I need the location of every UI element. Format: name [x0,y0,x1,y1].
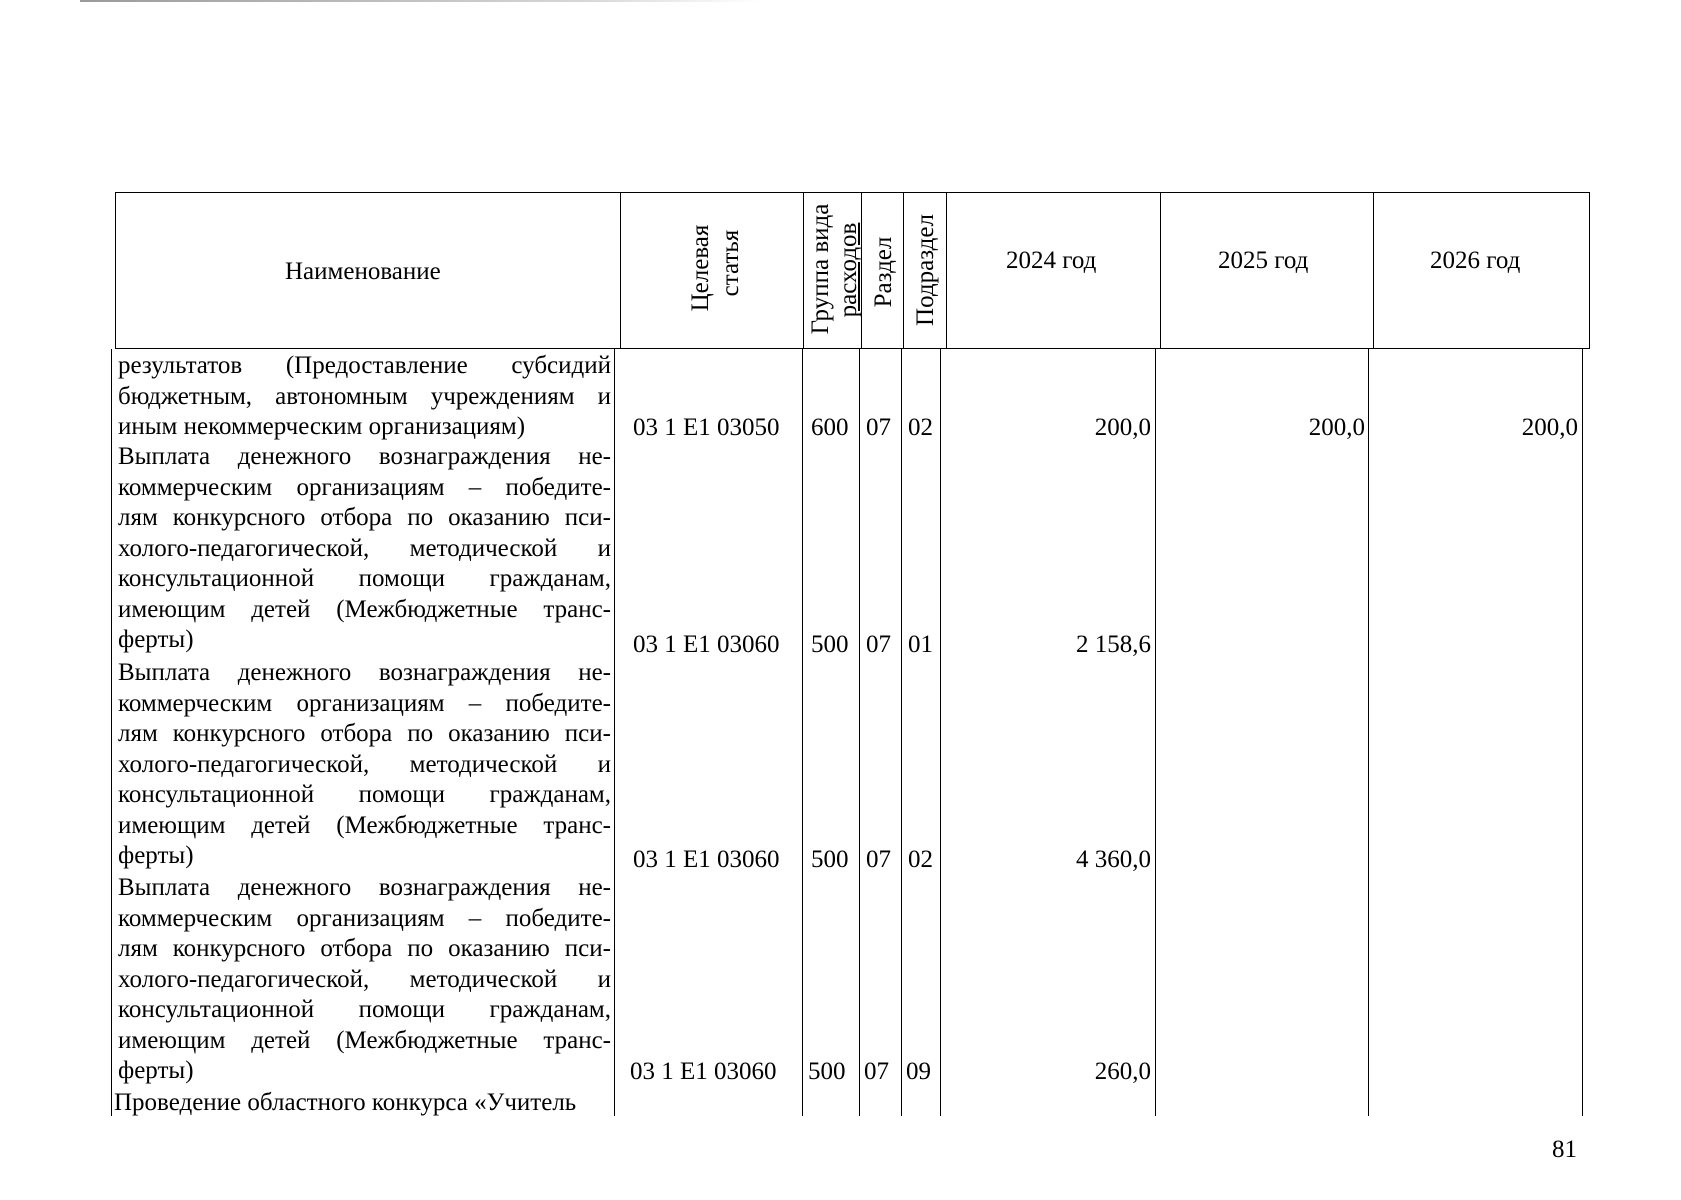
header-divider [1160,192,1161,349]
row-subsection: 02 [908,414,933,441]
row-name-line: Выплата денежного вознаграждения не- [118,443,611,470]
row-name-line: холого-педагогической, методической и [118,750,611,778]
row-section: 07 [866,414,891,441]
row-name-line: имеющим детей (Межбюджетные транс- [118,595,611,623]
row-name-line: имеющим детей (Межбюджетные транс- [118,1026,611,1054]
header-group-line1: Группа вида [807,203,834,335]
row-2024: 2 158,6 [1076,631,1151,658]
body-divider [111,349,112,1116]
row-target: 03 1 E1 03060 [633,846,780,873]
row-name-line: ферты) [118,842,194,869]
row-name-line: коммерческим организациям – победите- [118,473,611,501]
body-divider [1368,349,1369,1116]
row-group: 500 [808,1058,846,1085]
header-divider [1373,192,1374,349]
row-name-line: Выплата денежного вознаграждения не- [118,659,611,686]
header-2024: 2024 год [1006,247,1097,274]
row-name-line: лям конкурсного отбора по оказанию пси- [118,720,611,747]
body-divider [940,349,941,1116]
header-target-line2: статья [717,229,744,297]
header-divider [946,192,947,349]
row-2026: 200,0 [1521,414,1578,441]
row-target: 03 1 E1 03060 [633,631,780,658]
row-name-line: холого-педагогической, методической и [118,534,611,562]
row-name-line: результатов (Предоставление субсидий [118,352,611,379]
body-divider [614,349,615,1116]
row-name-line: ферты) [118,1057,194,1084]
header-section: Раздел [870,236,897,308]
row-2025: 200,0 [1308,414,1365,441]
row-name-line: имеющим детей (Межбюджетные транс- [118,811,611,839]
row-subsection: 01 [908,631,933,658]
body-divider [901,349,902,1116]
row-name-line: консультационной помощи гражданам, [118,781,611,808]
row-2024: 4 360,0 [1076,846,1151,873]
body-divider [1155,349,1156,1116]
row-name-line: Проведение областного конкурса «Учитель [114,1089,577,1116]
row-name-line: ферты) [118,626,194,653]
row-name-line: коммерческим организациям – победите- [118,689,611,717]
header-divider [620,192,621,349]
row-section: 07 [866,631,891,658]
row-group: 500 [811,846,849,873]
page-number: 81 [1552,1136,1577,1163]
header-group-line2: расходов [835,222,862,318]
body-divider [859,349,860,1116]
row-name-line: бюджетным, автономным учреждениям и [118,382,611,410]
row-name-line: лям конкурсного отбора по оказанию пси- [118,935,611,962]
row-group: 600 [811,414,849,441]
row-name-line: консультационной помощи гражданам, [118,565,611,592]
row-name-line: лям конкурсного отбора по оказанию пси- [118,504,611,531]
row-name-line: консультационной помощи гражданам, [118,996,611,1023]
row-2024: 200,0 [1094,414,1151,441]
row-subsection: 02 [908,846,933,873]
row-target: 03 1 E1 03060 [630,1058,777,1085]
body-divider [1582,349,1583,1116]
header-2026: 2026 год [1430,247,1521,274]
row-name-line: холого-педагогической, методической и [118,965,611,993]
row-name-line: иным некоммерческим организациям) [118,413,526,440]
row-group: 500 [811,631,849,658]
header-subsection: Подраздел [912,214,939,326]
row-subsection: 09 [906,1058,931,1085]
scan-top-edge [80,0,760,2]
row-target: 03 1 E1 03050 [633,414,780,441]
header-name: Наименование [285,258,441,285]
body-divider [802,349,803,1116]
header-divider [903,192,904,349]
row-name-line: Выплата денежного вознаграждения не- [118,874,611,901]
header-target-line1: Целевая [687,224,714,312]
header-divider [803,192,804,349]
header-2025: 2025 год [1218,247,1309,274]
row-2024: 260,0 [1094,1058,1151,1085]
row-section: 07 [866,846,891,873]
row-section: 07 [864,1058,889,1085]
row-name-line: коммерческим организациям – победите- [118,904,611,932]
